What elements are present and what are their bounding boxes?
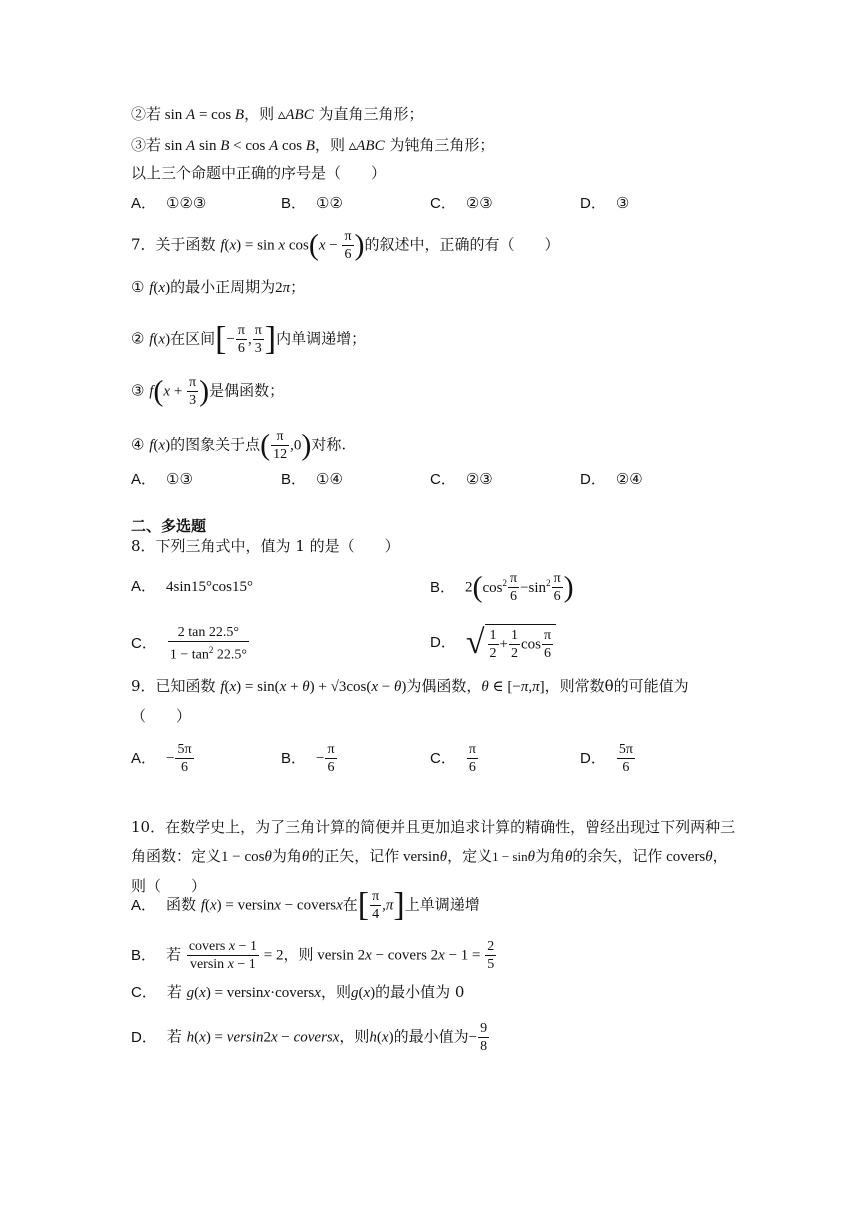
q6-option-a[interactable]: A． ①②③	[131, 194, 207, 212]
q9-paren: （ ）	[131, 707, 192, 725]
q9-option-c[interactable]: C． $\frac{\pi}{6}$	[430, 742, 476, 775]
q6-option-d[interactable]: D． ③	[580, 194, 630, 212]
q7-option-a[interactable]: A． ①③	[131, 470, 193, 488]
q10-option-b[interactable]: B． 若 $\frac{\text{covers x − 1}}{\text{versin x − 1}}$ = 2，则 versin 2x − covers 2x − 1 = $\frac{2}{5}$	[131, 939, 495, 972]
q9-stem: 9．已知函数 f(x) = sin(x + θ) + √3cos(x − θ)为偶函数，θ ∈ [−π,π]，则常数θ的可能值为	[131, 677, 689, 695]
q10-line-2: 角函数：定义1 − cosθ为角θ的正矢，记作 versinθ，定义1 − sinθ为角θ的余矢，记作 coversθ，	[131, 847, 728, 865]
q7-stem: 7．关于函数 f(x) = sin x cos(x − $\frac{\pi}{6}$ )的叙述中，正确的有（ ）	[131, 228, 560, 262]
q7-condition-2: ② f(x)在区间[− $\frac{\pi}{6}$ , $\frac{\pi}{3}$ ]内单调递增；	[131, 320, 367, 358]
q8-option-d[interactable]: D． √ $\frac{1}{2}$ + $\frac{1}{2}$ cos $\frac{\pi}{6}$	[430, 624, 556, 662]
statement-2: ②若 sin A = cos B，则 ▵ABC 为直角三角形；	[131, 105, 424, 123]
q10-option-c[interactable]: C． 若 g(x) = versinx·coversx，则g(x)的最小值为 0	[131, 983, 465, 1001]
q7-condition-3: ③ f(x + $\frac{\pi}{3}$ )是偶函数；	[131, 374, 285, 408]
statement-3: ③若 sin A sin B < cos A cos B，则 ▵ABC 为钝角三角形；	[131, 136, 495, 154]
q9-option-b[interactable]: B． − $\frac{\pi}{6}$	[281, 742, 335, 775]
q8-option-c[interactable]: C． $\frac{2 \tan 22.5^\circ}{1 - \tan^2 22.5^\circ}$	[131, 625, 247, 663]
q7-option-b[interactable]: B． ①④	[281, 470, 343, 488]
q8-stem: 8．下列三角式中，值为 1 的是（ ）	[131, 537, 400, 555]
q6-option-b[interactable]: B． ①②	[281, 194, 343, 212]
q6-stem: 以上三个命题中正确的序号是（ ）	[131, 164, 387, 182]
q10-option-a[interactable]: A． 函数 f(x) = versinx − coversx在[ $\frac{\pi}{4}$ ,π]上单调递增	[131, 886, 480, 924]
q8-option-b[interactable]: B． $2(\cos^2$ $\frac{\pi}{6}$ $-\sin^2$ $\frac{\pi}{6}$ )	[430, 570, 574, 604]
q10-line-1: 10．在数学史上，为了三角计算的简便并且更加追求计算的精确性，曾经出现过下列两种三	[131, 818, 736, 836]
q7-condition-1: ① f(x)的最小正周期为2π；	[131, 278, 306, 296]
q7-option-c[interactable]: C． ②③	[430, 470, 493, 488]
q7-condition-4: ④ f(x)的图象关于点( $\frac{\pi}{12}$ ,0)对称.	[131, 428, 347, 462]
q6-option-c[interactable]: C． ②③	[430, 194, 493, 212]
q7-option-d[interactable]: D． ②④	[580, 470, 643, 488]
q9-option-a[interactable]: A． − $\frac{5\pi}{6}$	[131, 742, 192, 775]
q10-line-3: 则（ ）	[131, 877, 207, 895]
q8-option-a[interactable]: A． 4sin15°cos15°	[131, 578, 254, 595]
q10-option-d[interactable]: D． 若 h(x) = versin2x − coversx，则h(x)的最小值为− $\frac{9}{8}$	[131, 1021, 488, 1054]
section-heading-multiple-choice: 二、多选题	[131, 517, 207, 535]
q9-option-d[interactable]: D． $\frac{5\pi}{6}$	[580, 742, 633, 775]
